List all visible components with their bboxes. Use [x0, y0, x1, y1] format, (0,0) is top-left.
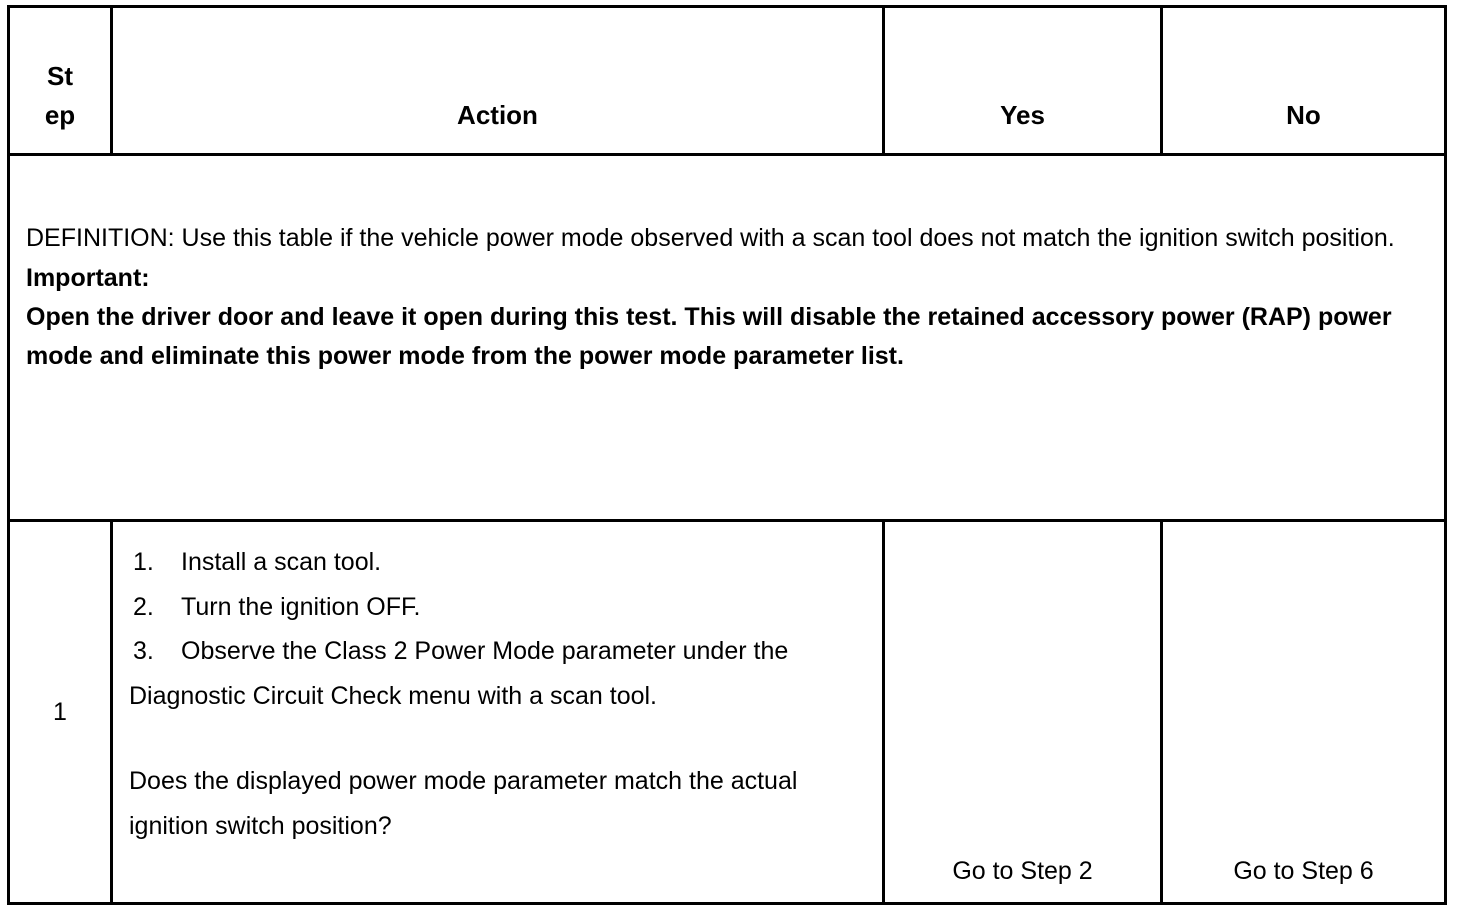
action-column-header: Action: [112, 7, 884, 155]
diagnostic-table: [7, 5, 1447, 905]
list-item: [129, 585, 862, 630]
list-item-number: 3.: [133, 637, 154, 665]
important-text: Open the driver door and leave it open during this test. This will disable the retained accessory power (RAP) power mode and eliminate this power mode from the power mode parameter list.: [26, 303, 1392, 370]
step-header-line-1: St: [47, 61, 73, 91]
list-item-number: 2.: [133, 592, 154, 621]
definition-row: [9, 155, 1446, 521]
action-steps-list: [129, 540, 862, 718]
list-item-text: Install a scan tool.: [181, 548, 382, 576]
step-number: 1: [9, 521, 112, 904]
table-row: [9, 521, 1446, 904]
definition-cell: [9, 155, 1446, 521]
list-item: [129, 629, 862, 718]
step-header-line-2: ep: [44, 100, 76, 130]
no-result: Go to Step 6: [1162, 521, 1446, 904]
list-item-number: 1.: [133, 548, 154, 576]
step-column-header: [9, 7, 112, 155]
yes-column-header: Yes: [884, 7, 1162, 155]
action-cell: [112, 521, 884, 904]
yes-result: Go to Step 2: [884, 521, 1162, 904]
list-item-text: Turn the ignition OFF.: [181, 592, 421, 621]
list-item: [129, 540, 862, 585]
header-row: [9, 7, 1446, 155]
action-question: Does the displayed power mode parameter match the actual ignition switch position?: [129, 767, 798, 840]
no-column-header: No: [1162, 7, 1446, 155]
definition-text: DEFINITION: Use this table if the vehicle power mode observed with a scan tool does not match the ignition switch position.: [26, 224, 1395, 252]
important-title: Important:: [26, 264, 150, 292]
list-item-text: Observe the Class 2 Power Mode parameter under the Diagnostic Circuit Check menu with a scan tool.: [129, 637, 789, 710]
